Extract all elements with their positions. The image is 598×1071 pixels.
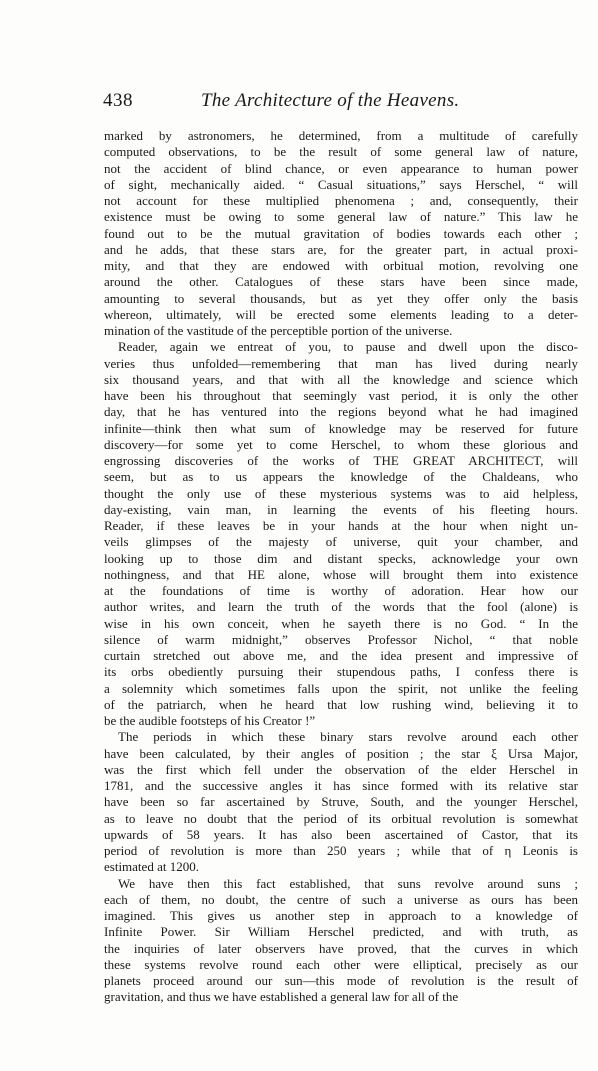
text-line: day, that he has ventured into the regions beyond what he had imagined: [104, 404, 578, 420]
text-line: at the foundations of time is worthy of adoration. Hear how our: [104, 583, 578, 598]
text-line: its orbs obediently pursuing their stupendous paths, I confess there is: [104, 664, 578, 680]
text-line: infinite—think then what sum of knowledge may be reserved for future: [104, 420, 578, 436]
text-line: not account for these multiplied phenomena ; and, consequently, their: [104, 193, 578, 208]
text-line: curtain stretched out above me, and the idea present and impressive of: [104, 648, 578, 663]
text-line: veils glimpses of the majesty of universe, quit your chamber, and: [104, 534, 578, 550]
text-line: engrossing discoveries of the works of THE GREAT ARCHITECT, will: [104, 453, 578, 468]
text-line: upwards of 58 years. It has also been ascertained of Castor, that its: [104, 826, 578, 842]
text-line: imagined. This gives us another step in approach to a knowledge of: [104, 908, 578, 923]
text-line: veries thus unfolded—remembering that man has lived during nearly: [104, 355, 578, 371]
text-line: marked by astronomers, he determined, from a multitude of carefully: [104, 128, 578, 143]
text-line: have been his throughout that seemingly vast period, it is only the other: [104, 388, 578, 403]
text-line: We have then this fact established, that suns revolve around suns ;: [118, 875, 578, 891]
text-line: not the accident of blind chance, or even appearance to human power: [104, 160, 578, 176]
text-line: period of revolution is more than 250 years ; while that of η Leonis is: [104, 843, 578, 858]
text-line: the inquiries of later observers have proved, that the curves in which: [104, 940, 578, 956]
text-line: day-existing, vain man, in learning the events of his fleeting hours.: [104, 501, 578, 517]
text-line: of sight, mechanically aided. “ Casual situations,” says Herschel, “ will: [104, 176, 578, 192]
text-line: mity, and that they are endowed with orbitual motion, revolving one: [104, 258, 578, 273]
text-line: a solemnity which sometimes falls upon the spirit, not unlike the feeling: [104, 680, 578, 696]
paragraph: [104, 128, 578, 339]
text-line: these systems revolve round each other were elliptical, precisely as our: [104, 956, 578, 972]
text-line: have been calculated, by their angles of position ; the star ξ Ursa Major,: [104, 745, 578, 761]
text-line: discovery—for some yet to come Herschel, to whom these glorious and: [104, 436, 578, 452]
text-line: Reader, again we entreat of you, to pause and dwell upon the disco-: [118, 339, 578, 355]
running-title: The Architecture of the Heavens.: [201, 90, 460, 111]
page-header: [103, 90, 577, 116]
text-line: Reader, if these leaves be in your hands at the hour when night un-: [104, 518, 578, 533]
text-line: amounting to several thousands, but as yet they offer only the basis: [104, 290, 578, 306]
text-line: as to leave no doubt that the period of its orbitual revolution is somewhat: [104, 810, 578, 826]
text-line: of the patriarch, when he heard that low rushing wind, believing it to: [104, 696, 578, 712]
text-line: planets proceed around our sun—this mode of revolution is the result of: [104, 973, 578, 988]
text-line: six thousand years, and that with all the knowledge and science which: [104, 371, 578, 387]
text-line: nothingness, and that HE alone, whose will brought them into existence: [104, 566, 578, 582]
text-line: around the other. Catalogues of these stars have been since made,: [104, 274, 578, 290]
text-line: have been so far ascertained by Struve, South, and the younger Herschel,: [104, 794, 578, 810]
text-line: wise in his own conceit, when he sayeth there is no God. “ In the: [104, 615, 578, 631]
text-line: estimated at 1200.: [104, 859, 199, 875]
text-line: existence must be owing to some general law of nature.” This law he: [104, 209, 578, 225]
text-line: was the first which fell under the observation of the elder Herschel in: [104, 761, 578, 777]
text-line: and he adds, that these stars are, for the greater part, in actual proxi-: [104, 241, 578, 257]
text-line: whereon, ultimately, will be erected some elements leading to a deter-: [104, 306, 578, 322]
text-line: Infinite Power. Sir William Herschel predicted, and with truth, as: [104, 924, 578, 940]
body-text: [104, 128, 578, 1006]
paragraph: [104, 876, 578, 1006]
text-line: The periods in which these binary stars revolve around each other: [118, 729, 578, 745]
text-line: thought the only use of these mysterious systems was to aid helpless,: [104, 485, 578, 501]
text-line: be the audible footsteps of his Creator !”: [104, 713, 316, 728]
text-line: author writes, and learn the truth of the words that the fool (alone) is: [104, 599, 578, 615]
text-line: gravitation, and thus we have established a general law for all of the: [104, 989, 459, 1005]
text-line: each of them, no doubt, the centre of such a universe as ours has been: [104, 891, 578, 907]
text-line: silence of warm midnight,” observes Professor Nichol, “ that noble: [104, 631, 578, 647]
text-line: looking up to those dim and distant specks, acknowledge your own: [104, 550, 578, 566]
text-line: computed observations, to be the result of some general law of nature,: [104, 144, 578, 160]
text-line: found out to be the mutual gravitation of bodies towards each other ;: [104, 225, 578, 241]
text-line: 1781, and the successive angles it has since formed with its relative star: [104, 778, 578, 793]
paragraph: [104, 339, 578, 729]
page-number: 438: [103, 90, 133, 111]
text-line: mination of the vastitude of the perceptible portion of the universe.: [104, 323, 453, 338]
text-line: seem, but as to us appears the knowledge of the Chaldeans, who: [104, 469, 578, 485]
paragraph: [104, 729, 578, 875]
